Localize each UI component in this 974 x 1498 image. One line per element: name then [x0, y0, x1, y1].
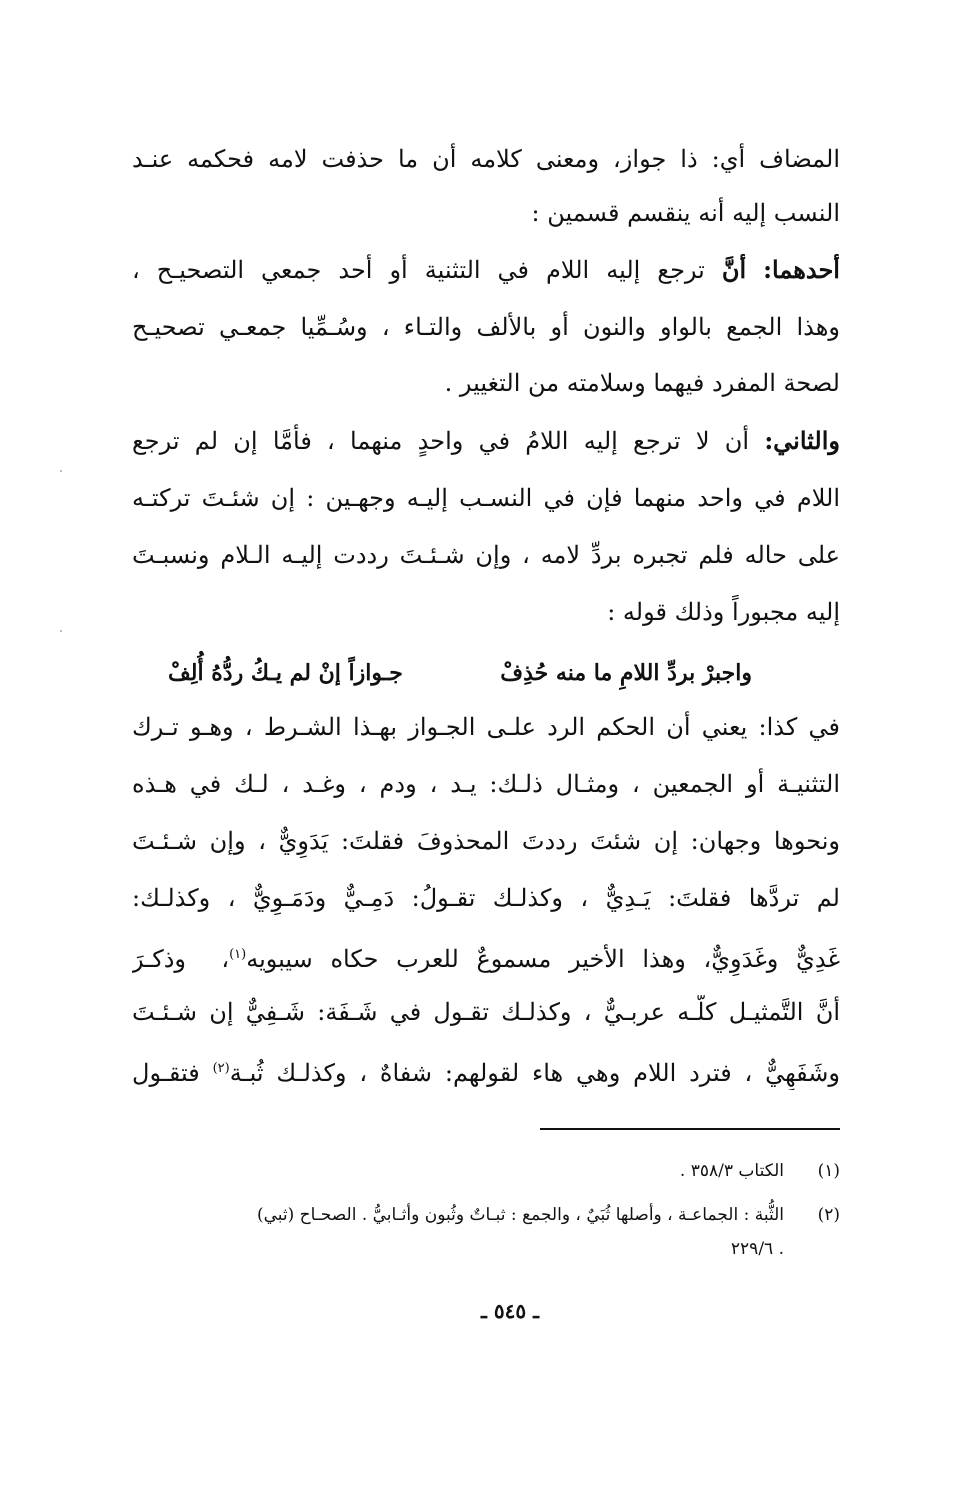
text-line: إليه مجبوراً وذلك قوله :	[607, 598, 840, 626]
text-fragment: أن لا ترجع إليه اللامُ في واحدٍ منهما ، فأمَّا إن لم ترجع	[132, 427, 750, 455]
text-line: لم تردَّها فقلتَ: يَـدِيٌّ ، وكذلـك تقـولُ: دَمِـيٌّ ودَمَـوِيٌّ ، وكذلـك:	[132, 884, 840, 912]
text-line: التثنيـة أو الجمعين ، ومثـال ذلـك: يـد ، ودم ، وغـد ، لـك في هـذه	[132, 770, 840, 798]
verse-line	[0, 653, 974, 693]
verse-right-hemistich: واجبرْ بردِّ اللامِ ما منه حُذِفْ	[500, 660, 752, 686]
footnote-number: (١)	[817, 1161, 840, 1181]
section-label-second: والثاني:	[764, 426, 840, 455]
text-line: لصحة المفرد فيهما وسلامته من التغيير .	[444, 369, 840, 397]
text-fragment: غَدِيٌّ وغَدَوِيٌّ، وهذا الأخير مسموعٌ للعرب حكاه سيبويه	[246, 945, 840, 973]
verse-left-hemistich: جـوازاً إنْ لم يـكُ ردُّهُ أُلِفْ	[168, 660, 403, 686]
footnote-separator	[540, 1128, 840, 1130]
footnote-continuation: . ٢٢٩/٦	[730, 1239, 784, 1259]
footnote-ref: (٢)	[212, 1061, 230, 1076]
text-fragment: وذكـرَ	[132, 945, 186, 973]
scan-speck	[60, 630, 62, 632]
text-line: في كذا: يعني أن الحكم الرد علـى الجـواز بهـذا الشـرط ، وهـو تـرك	[132, 713, 840, 741]
text-line: وهذا الجمع بالواو والنون أو بالألف والتـاء ، وسُـمِّيا جمعـي تصحيـح	[132, 313, 840, 341]
scan-speck	[60, 470, 62, 472]
text-line	[132, 1052, 840, 1090]
text-fragment: ترجع إليه اللام في التثنية أو أحد جمعي التصحيـح ،	[132, 256, 705, 284]
emphasis-word: أنَّ	[721, 255, 747, 284]
text-fragment: فتقـول	[132, 1059, 200, 1087]
text-line: ونحوها وجهان: إن شئتَ رددتَ المحذوفَ فقلتَ: يَدَوِيٌّ ، وإن شـئـتَ	[132, 827, 840, 855]
footnote-number: (٢)	[817, 1205, 840, 1225]
section-label-first: أحدهما:	[763, 255, 840, 284]
footnote-ref: (١)	[229, 947, 247, 962]
text-line	[132, 424, 840, 458]
text-line	[132, 253, 840, 287]
footnote-text: الكتاب ٣٥٨/٣ .	[679, 1161, 784, 1181]
text-line: أنَّ التَّمثيـل كلَّـه عربـيٌّ ، وكذلـك تقـول في شَـفَة: شَـفِيٌّ إن شـئـتَ	[132, 998, 840, 1026]
text-line: المضاف أي: ذا جواز، ومعنى كلامه أن ما حذفت لامه فحكمه عنـد	[132, 145, 840, 173]
text-line: على حاله فلم تجبره بردِّ لامه ، وإن شـئـتَ رددت إليـه الـلام ونسبـتَ	[132, 541, 840, 569]
text-line: اللام في واحد منهما فإن في النسـب إليـه وجهـين : إن شئـتَ تركتـه	[132, 484, 840, 512]
text-line: النسب إليه أنه ينقسم قسمين :	[531, 199, 840, 227]
page-number: ـ ٥٤٥ ـ	[481, 1299, 539, 1323]
text-line: غَدِيٌّ وغَدَوِيٌّ، وهذا الأخير مسموعٌ للعرب حكاه سيبويه$^{(١)}$، وذكـرَ	[132, 945, 840, 973]
footnote-text: الثُّبة : الجماعـة ، وأصلها ثُبَيٌ ، والجمع : ثبـاتٌ وثُبون وأثـابيُّ . الصحـاح (ثبي)	[256, 1205, 784, 1225]
text-fragment: وشَفَهِيٌّ ، فترد اللام وهي هاء لقولهم: شفاهٌ ، وكذلـك ثُبـة	[229, 1059, 840, 1087]
